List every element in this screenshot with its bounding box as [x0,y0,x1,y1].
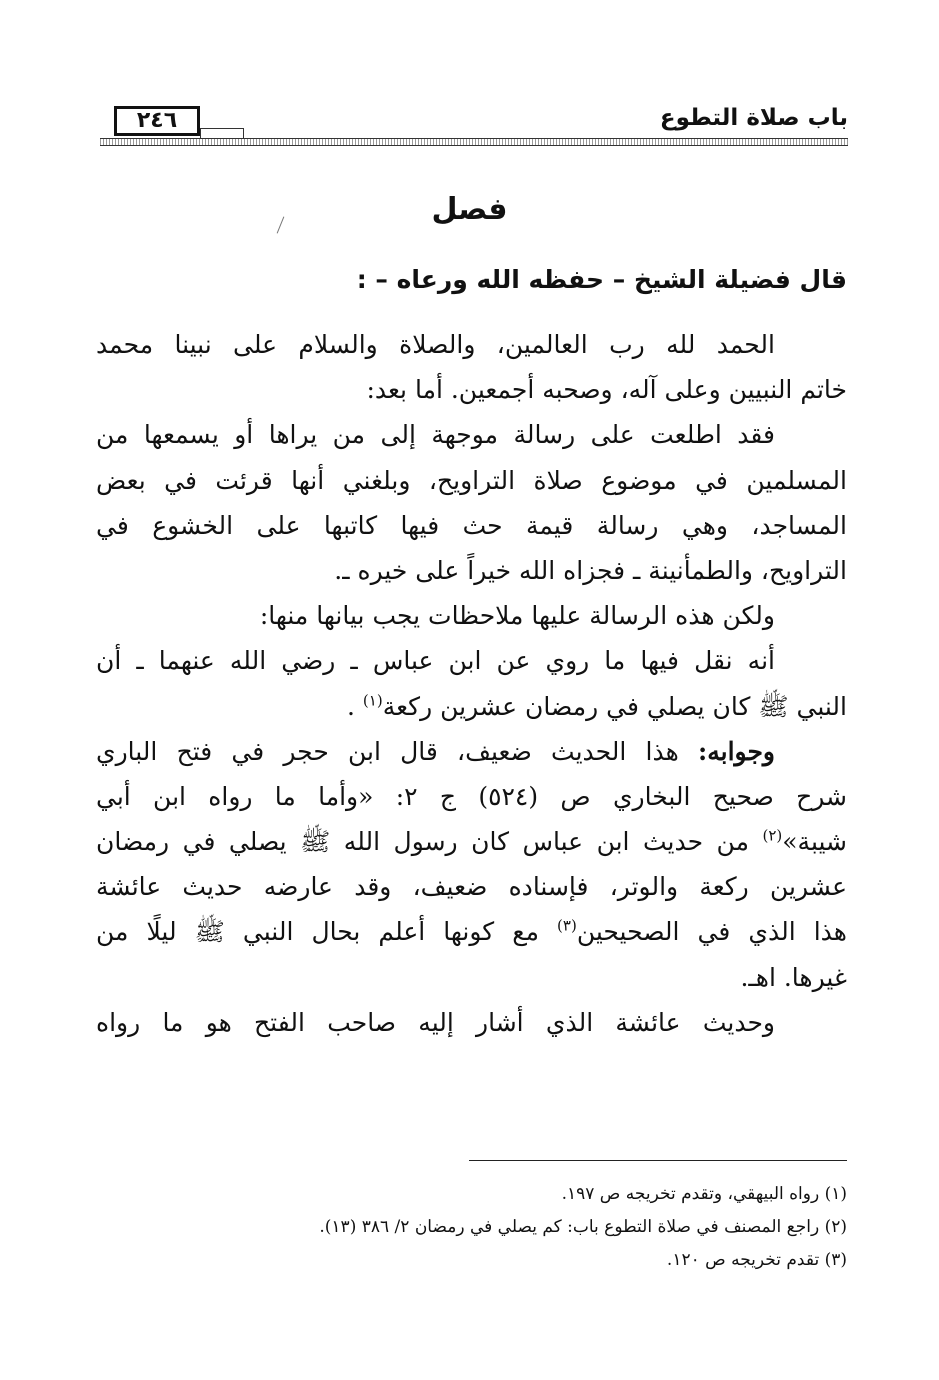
footnotes [96,1178,847,1277]
section-title: فصل [431,192,508,227]
page-header [100,100,848,152]
body-line-text: النبي ﷺ كان يصلي في رمضان عشرين ركعة [382,691,847,721]
body-line: غيرها. اهـ. [740,962,847,992]
footnote-1: (١) رواه البيهقي، وتقدم تخريجه ص ١٩٧. [561,1184,847,1204]
footnote-3: (٣) تقدم تخريجه ص ١٢٠. [666,1250,847,1270]
running-title: باب صلاة التطوع [659,105,848,131]
footnote-ref-2: (٢) [762,826,783,845]
body-line: وحديث عائشة الذي أشار إليه صاحب الفتح هو ما رواه [96,1007,775,1037]
body-line: المسلمين في موضوع صلاة التراويح، وبلغني أنها قرئت في بعض [96,465,847,495]
body-line: المساجد، وهي رسالة قيمة حث فيها كاتبها على الخشوع في [96,510,847,540]
footnote-separator [469,1160,847,1161]
body-line: شرح صحيح البخاري ص (٥٢٤) ج ٢: «وأما ما رواه ابن أبي [96,781,847,811]
body-line-text: من حديث ابن عباس كان رسول الله ﷺ يصلي في رمضان [96,827,749,857]
body-line: فقد اطلعت على رسالة موجهة إلى من يراها أو يسمعها من [96,420,775,450]
page-number: ٢٤٦ [114,106,200,136]
body-line: التراويح، والطمأنينة ـ فجزاه الله خيراً على خيره ـ. [334,555,847,585]
footnote-2: (٢) راجع المصنف في صلاة التطوع باب: كم يصلي في رمضان ٢/ ٣٨٦ (١٣). [319,1217,847,1237]
body-line: أنه نقل فيها ما روي عن ابن عباس ـ رضي الله عنهما ـ أن [96,646,775,676]
body-line: الحمد لله رب العالمين، والصلاة والسلام على نبينا محمد [96,330,775,359]
body-line: ولكن هذه الرسالة عليها ملاحظات يجب بيانها منها: [259,601,775,631]
header-rule [100,138,848,146]
body-line-text: مع كونها أعلم بحال النبي ﷺ ليلًا من [96,917,539,947]
body-line-text: هذا الحديث ضعيف، قال ابن حجر في فتح الباري [96,736,679,766]
body-line-text: شيبة» [782,827,847,857]
answer-line [96,729,847,774]
body-line: خاتم النبيين وعلى آله، وصحبه أجمعين. أما بعد: [366,375,847,405]
body-text [96,322,847,1045]
body-line: عشرين ركعة والوتر، فإسناده ضعيف، وقد عارضه حديث عائشة [96,872,847,902]
body-line-with-note: النبي ﷺ كان يصلي في رمضان عشرين ركعة$^{(١)}$ . [347,691,847,721]
body-line-with-note [96,909,847,954]
answer-label: وجوابه: [698,736,775,766]
body-line-with-note [96,819,847,864]
footnote-ref-3: (٣) [557,917,577,936]
footnote-ref-1: (١) [362,691,383,710]
speaker-heading: قال فضيلة الشيخ – حفظه الله ورعاه – : [356,265,847,294]
body-line-text: هذا الذي في الصحيحين [576,917,847,947]
